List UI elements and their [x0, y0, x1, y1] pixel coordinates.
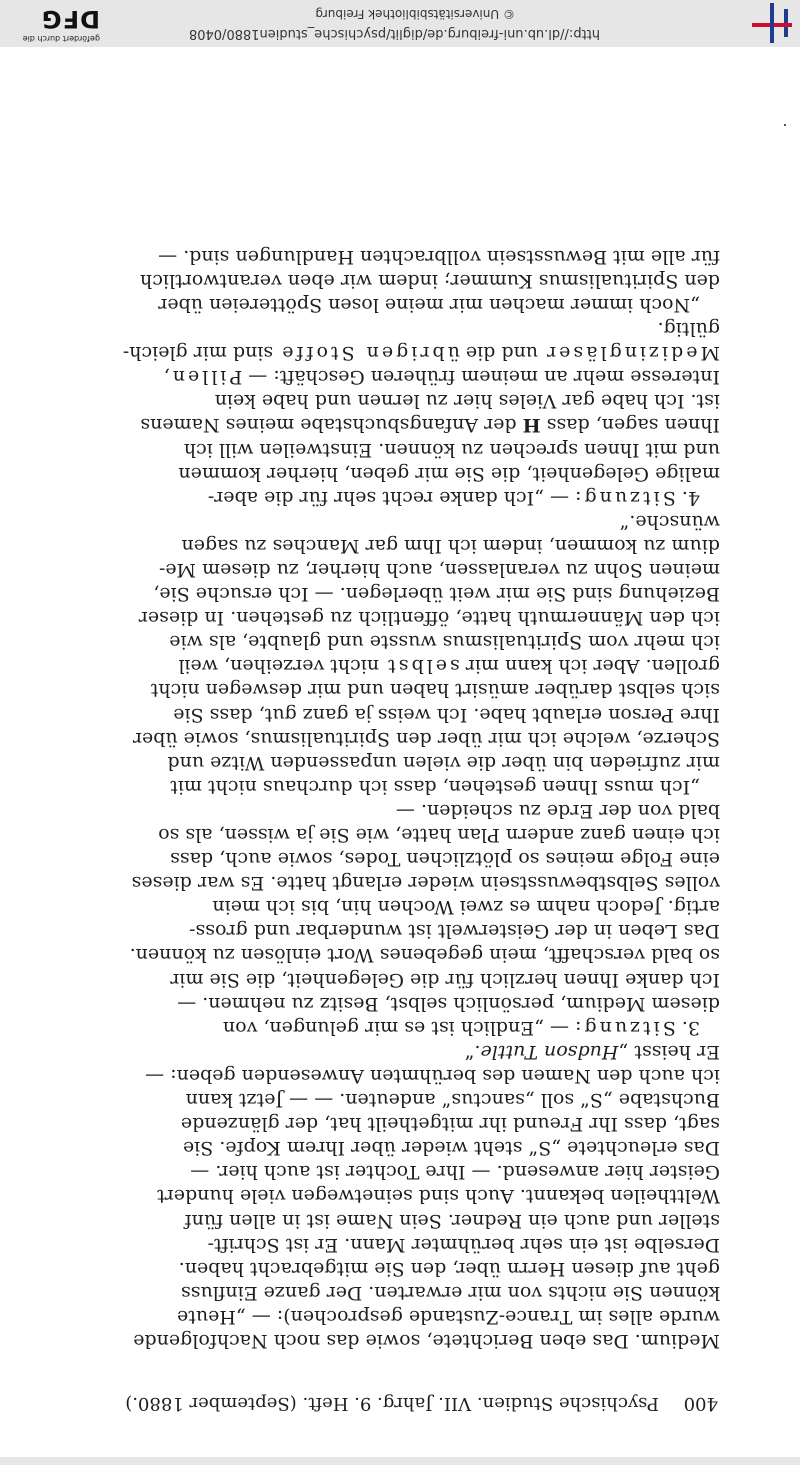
bold-letter: H [522, 414, 541, 437]
line-segment: , [163, 366, 170, 389]
italic-name: Hudson Tuttle [480, 1040, 619, 1063]
spaced-emphasis: selbst [385, 655, 460, 678]
line-segment: nicht verzeihen, weil [178, 655, 386, 678]
line-segment: Welttheilen bekannt. Auch sind seinetwegen viele hundert [157, 1185, 720, 1208]
line-segment: ich einen ganz andern Plan hatte, wie Sie ja wissen, als so [158, 824, 720, 847]
line-segment: mir zufrieden bin über die vielen unpassenden Witze und [167, 751, 720, 774]
line-segment: 4. [675, 486, 700, 509]
text-line [75, 1233, 720, 1257]
line-segment: 3. [675, 1016, 700, 1039]
line-segment: „Ich muss Ihnen gestehen, dass ich durchaus nicht mit [170, 775, 700, 798]
document-url[interactable]: http://dl.ub.uni-freiburg.de/diglit/psychische_studien1880/0408 [188, 26, 600, 41]
line-segment: volles Selbstbewusstsein wieder erlangt hatte. Es war dieses [131, 872, 720, 895]
spaced-emphasis: Sitzung [581, 1016, 676, 1039]
line-segment: bald von der Erde zu scheiden. — [395, 799, 720, 822]
line-segment: ich den Männermuth hatte, öffentlich zu gestehen. In dieser [138, 607, 720, 630]
line-segment: ist. Ich habe gar Vieles hier zu lernen und habe kein [214, 390, 720, 413]
line-segment: malige Gelegenheit, die Sie mir geben, hierher kommen [178, 462, 720, 485]
line-segment: für alle mit Bewusstsein vollbrachten Handlungen sind. — [158, 245, 720, 268]
line-segment: sind mir gleich- [122, 342, 280, 365]
text-line [75, 799, 720, 823]
line-segment: Derselbe ist ein sehr berühmter Mann. Er ist Schrift- [207, 1233, 720, 1256]
line-segment: Ihre Person erlaubt habe. Ich weiss ja ganz gut, dass Sie [173, 703, 720, 726]
line-segment: : — „Ich danke recht sehr für die aber- [207, 486, 582, 509]
line-segment: Scherze, welche ich mir über den Spiritualismus, sowie über [132, 727, 720, 750]
line-segment: ich auch den Namen des berühmten Anwesenden geben: — [145, 1064, 720, 1087]
text-line [75, 630, 720, 654]
text-line [75, 1329, 720, 1353]
line-segment: den Spiritualismus Kummer; indem wir eben verantwortlich [140, 269, 720, 292]
text-line [75, 558, 720, 582]
text-line [75, 1184, 720, 1208]
dfg-wordmark: DFG [40, 5, 100, 33]
text-line [75, 847, 720, 871]
text-line [75, 1016, 720, 1040]
text-line [75, 389, 720, 413]
text-line [75, 1112, 720, 1136]
text-line [75, 1257, 720, 1281]
body-text [75, 245, 720, 1353]
line-segment: sich selbst darüber amüsirt haben und mir deswegen nicht [150, 679, 720, 702]
line-segment: „Noch immer machen mir meine losen Spöttereien über [158, 293, 700, 316]
text-line [75, 437, 720, 461]
line-segment: dium zu kommen, indem ich Ihm gar Manches zu sagen [181, 534, 720, 557]
dfg-tagline: gefördert durch die [22, 34, 100, 43]
text-line [75, 654, 720, 678]
document-page [75, 245, 720, 1414]
line-segment: und mit Ihnen sprechen zu können. Einstweilen will ich [183, 438, 720, 461]
line-segment: wünsche.“ [619, 510, 720, 533]
text-line [75, 1281, 720, 1305]
text-line [75, 678, 720, 702]
line-segment: geht auf diesen Herrn über, den Sie mitgebracht haben. [178, 1257, 720, 1280]
line-segment: Das erleuchtete „S“ steht wieder über Ihrem Kopfe. Sie [182, 1137, 720, 1160]
viewer-footer-bar [0, 0, 800, 47]
text-line [75, 534, 720, 558]
copyright-notice: © Universitätsbibliothek Freiburg [315, 7, 515, 21]
ub-freiburg-logo-icon[interactable] [750, 3, 794, 43]
line-segment: artig. Jedoch nahm es zwei Wochen hin, bis ich mein [212, 896, 720, 919]
cut-off-toolbar-text [300, 1459, 500, 1465]
spaced-emphasis: Medizingläser [544, 342, 720, 365]
spaced-emphasis: Sitzung [581, 486, 676, 509]
text-line [75, 341, 720, 365]
line-segment: .“ [464, 1040, 481, 1063]
line-segment: Interesse mehr an meinem früheren Geschäft: — [242, 366, 720, 389]
page-number: 400 [683, 1393, 718, 1414]
line-segment: wurde alles im Trance-Zustande gesprochen): — „Heute [176, 1305, 720, 1328]
line-segment: Medium. Das eben Berichtete, sowie das noch Nachfolgende [133, 1330, 720, 1352]
running-head-title: Psychische Studien. VII. Jahrg. 9. Heft. (September 1880.) [125, 1393, 659, 1414]
text-line [75, 992, 720, 1016]
text-line [75, 1208, 720, 1232]
line-segment: sagt, dass Ihr Freund ihr mitgetheilt hat, der glänzende [180, 1113, 720, 1136]
line-segment: können Sie nichts von mir erwarten. Der ganze Einfluss [180, 1281, 720, 1304]
text-line [75, 702, 720, 726]
line-segment: Beziehung sind Sie mir weit überlegen. — Ich ersuche Sie, [153, 583, 720, 606]
line-segment: : — „Endlich ist es mir gelungen, von [222, 1016, 582, 1039]
running-head [75, 1386, 720, 1414]
text-line [75, 365, 720, 389]
text-line [75, 582, 720, 606]
line-segment: Das Leben in der Geisterwelt ist wunderbar und gross- [189, 920, 720, 943]
line-segment: gültig. [657, 318, 720, 341]
text-line [75, 751, 720, 775]
spaced-emphasis: Pillen [169, 366, 243, 389]
line-segment: eine Folge meines so plötzlichen Todes, sowie auch, dass [170, 848, 720, 871]
text-line [75, 1136, 720, 1160]
text-line [75, 1305, 720, 1329]
line-segment: Er heisst „ [618, 1040, 720, 1063]
line-segment: Buchstabe „S“ soll „sanctus“ andeuten. — — Jetzt kann [185, 1089, 720, 1112]
text-line [75, 293, 720, 317]
text-line [75, 1064, 720, 1088]
line-segment: Geister hier anwesend. — Ihre Tochter ist auch hier. — [190, 1161, 720, 1184]
text-line [75, 1160, 720, 1184]
text-line [75, 823, 720, 847]
spaced-emphasis: übrigen Stoffe [279, 342, 460, 365]
text-line [75, 606, 720, 630]
line-segment: der Anfangsbuchstabe meines Namens [140, 414, 523, 437]
text-line [75, 919, 720, 943]
text-line [75, 269, 720, 293]
line-segment: so bald verschafft, mein gegebenes Wort einlösen zu können. [129, 944, 720, 967]
scan-speck [784, 124, 786, 126]
text-line [75, 510, 720, 534]
line-segment: steller und auch ein Redner. Sein Name ist in allen fünf [184, 1209, 720, 1232]
line-segment: Ich danke Ihnen herzlich für die Gelegenheit, die Sie mir [170, 968, 720, 991]
line-segment: meinen Sohn zu veranlassen, auch hierher, zu diesem Me- [158, 559, 720, 581]
line-segment: und die [459, 342, 545, 365]
text-line [75, 1040, 720, 1064]
text-line [75, 871, 720, 895]
dfg-logo[interactable] [4, 3, 100, 43]
text-line [75, 317, 720, 341]
top-viewer-sliver [0, 1457, 800, 1465]
text-line [75, 486, 720, 510]
text-line [75, 727, 720, 751]
text-line [75, 245, 720, 269]
text-line [75, 943, 720, 967]
text-line [75, 968, 720, 992]
text-line [75, 1088, 720, 1112]
text-line [75, 413, 720, 437]
text-line [75, 775, 720, 799]
line-segment: Ihnen sagen, dass [540, 414, 720, 437]
line-segment: diesem Medium, persönlich selbst, Besitz zu nehmen. — [177, 992, 720, 1015]
text-line [75, 895, 720, 919]
line-segment: grollen. Aber ich kann mir [459, 655, 720, 678]
line-segment: ich mehr vom Spiritualismus wusste und glaubte, als wie [169, 631, 720, 654]
text-line [75, 462, 720, 486]
